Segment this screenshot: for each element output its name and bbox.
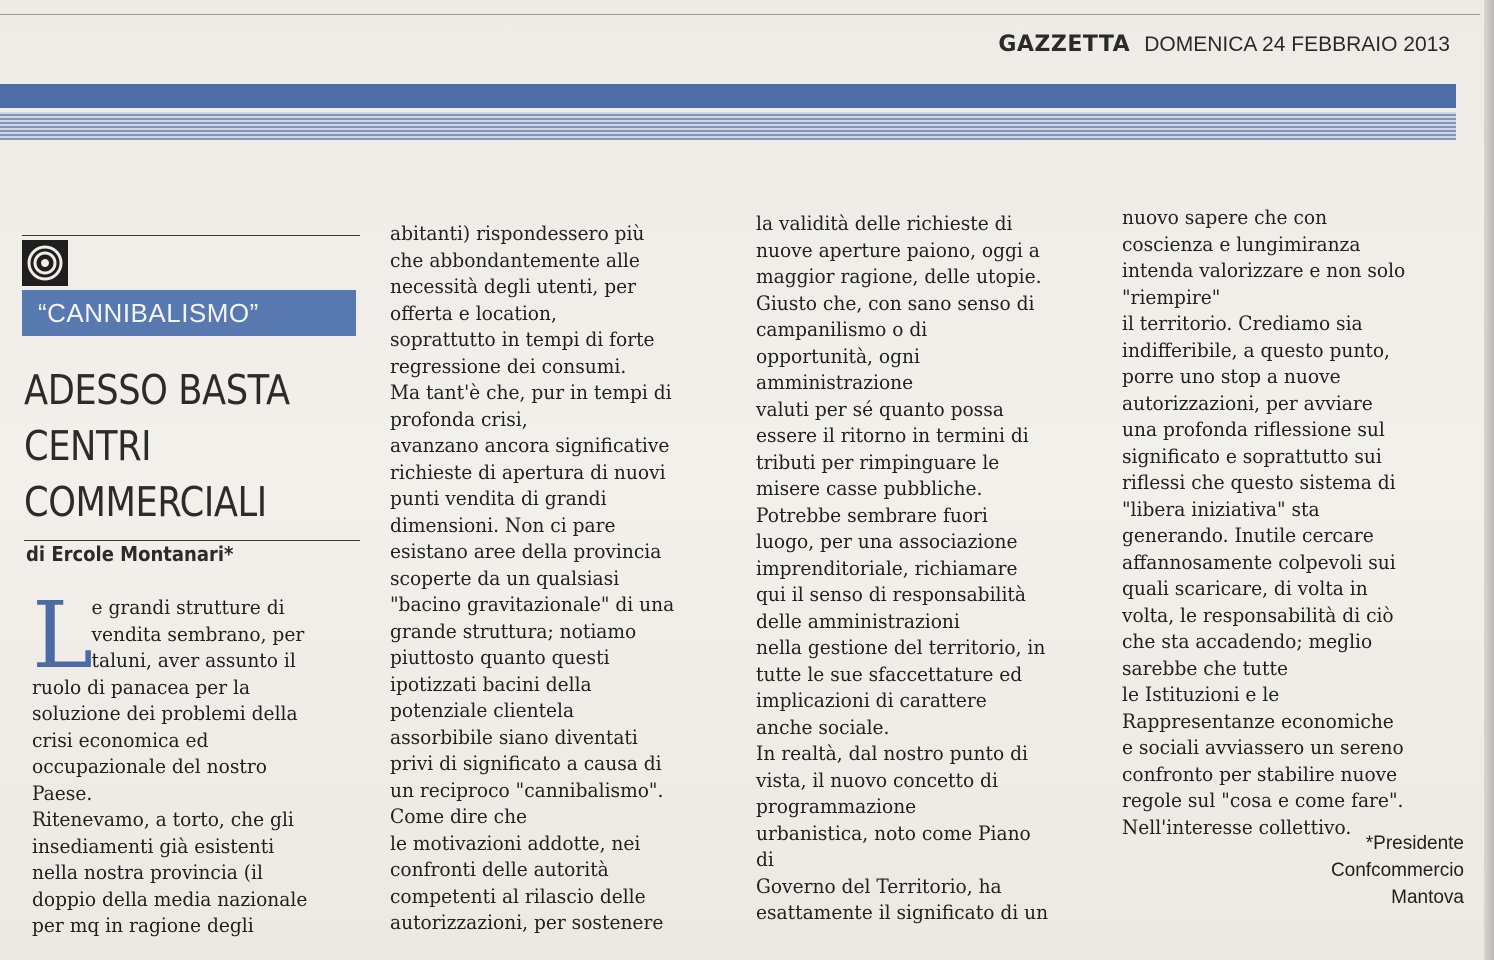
article-line: richieste di apertura di nuovi bbox=[390, 459, 666, 484]
top-rule bbox=[0, 14, 1480, 15]
article-line: Governo del Territorio, ha bbox=[756, 873, 1002, 898]
article-line: che abbondantemente alle bbox=[390, 247, 640, 272]
article-line: anche sociale. bbox=[756, 714, 890, 739]
article-line: vista, il nuovo concetto di bbox=[756, 767, 998, 792]
article-line: vendita sembrano, per bbox=[91, 621, 305, 646]
article-line: nella nostra provincia (il bbox=[32, 860, 263, 884]
article-line: occupazionale del nostro bbox=[32, 754, 267, 778]
article-line: quali scaricare, di volta in bbox=[1122, 576, 1368, 600]
header-band bbox=[0, 84, 1456, 108]
article-line: Giusto che, con sano senso di bbox=[756, 290, 1035, 315]
article-line: per mq in ragione degli bbox=[32, 913, 254, 937]
article-line: programmazione bbox=[756, 794, 917, 818]
article-line: autorizzazioni, per sostenere bbox=[390, 910, 664, 934]
article-line: delle amministrazioni bbox=[756, 608, 960, 633]
article-line: necessità degli utenti, per bbox=[390, 274, 637, 298]
article-line: sarebbe che tutte bbox=[1122, 655, 1289, 680]
article-line: "bacino gravitazionale" di una bbox=[390, 592, 675, 616]
article-line: che sta accadendo; meglio bbox=[1122, 629, 1373, 653]
headline-line: ADESSO BASTA bbox=[24, 366, 290, 414]
newspaper-brand: GAZZETTA bbox=[998, 32, 1131, 57]
article-line: nella gestione del territorio, in bbox=[756, 635, 1046, 659]
article-line: Paese. bbox=[32, 780, 93, 805]
article-line: indifferibile, a questo punto, bbox=[1122, 337, 1390, 362]
article-line: maggior ragione, delle utopie. bbox=[756, 264, 1042, 288]
article-line: dimensioni. Non ci pare bbox=[390, 512, 616, 537]
article-line: la validità delle richieste di bbox=[756, 211, 1013, 235]
article-line: "riempire" bbox=[1122, 284, 1221, 309]
article-line: e sociali avviassero un sereno bbox=[1122, 735, 1404, 759]
page-edge bbox=[1484, 0, 1494, 960]
article-line: opportunità, ogni bbox=[756, 343, 920, 368]
article-line: assorbibile siano diventati bbox=[390, 724, 638, 749]
headline-line: COMMERCIALI bbox=[24, 478, 267, 526]
article-column-1 bbox=[32, 594, 328, 939]
article-line: il territorio. Crediamo sia bbox=[1122, 311, 1363, 335]
article-line: campanilismo o di bbox=[756, 317, 928, 341]
article-line: privi di significato a causa di bbox=[390, 751, 662, 775]
article-line: In realtà, dal nostro punto di bbox=[756, 741, 1028, 765]
byline: di Ercole Montanari* bbox=[26, 542, 234, 566]
article-line: profonda crisi, bbox=[390, 406, 528, 431]
article-line: offerta e location, bbox=[390, 300, 557, 325]
issue-date: DOMENICA 24 FEBBRAIO 2013 bbox=[1144, 33, 1450, 56]
article-line: urbanistica, noto come Piano bbox=[756, 820, 1031, 845]
rubric-label: “CANNIBALISMO” bbox=[38, 297, 259, 328]
section-rubric bbox=[22, 290, 356, 336]
article-line: tributi per rimpinguare le bbox=[756, 449, 1000, 474]
article-line: Potrebbe sembrare fuori bbox=[756, 502, 988, 527]
article-line: taluni, aver assunto il bbox=[91, 648, 296, 672]
article-line: valuti per sé quanto possa bbox=[756, 396, 1004, 421]
article-line: volta, le responsabilità di ciò bbox=[1122, 602, 1394, 627]
article-line: di bbox=[756, 847, 774, 871]
article-column-2 bbox=[390, 220, 696, 936]
article-line: un reciproco "cannibalismo". bbox=[390, 777, 664, 802]
article-line: Nell'interesse collettivo. bbox=[1122, 814, 1352, 839]
article-line: soprattutto in tempi di forte bbox=[390, 327, 655, 351]
article-line: esistano aree della provincia bbox=[390, 539, 662, 563]
article-line: regressione dei consumi. bbox=[390, 353, 627, 378]
article-line: confronti delle autorità bbox=[390, 857, 609, 881]
article-line: nuove aperture paiono, oggi a bbox=[756, 237, 1040, 262]
article-line: potenziale clientela bbox=[390, 698, 575, 722]
article-line: misere casse pubbliche. bbox=[756, 476, 983, 500]
article-line: significato e soprattutto sui bbox=[1122, 443, 1382, 468]
article-line: crisi economica ed bbox=[32, 727, 209, 752]
header-band-stripe bbox=[0, 112, 1456, 140]
article-line: le Istituzioni e le bbox=[1122, 682, 1280, 706]
article-line: luogo, per una associazione bbox=[756, 529, 1018, 553]
byline-rule bbox=[24, 540, 360, 541]
article-line: Ritenevamo, a torto, che gli bbox=[32, 807, 294, 831]
article-line: grande struttura; notiamo bbox=[390, 618, 637, 643]
article-line: scoperte da un qualsiasi bbox=[390, 565, 620, 590]
drop-cap: L bbox=[32, 582, 94, 689]
article-line: una profonda riflessione sul bbox=[1122, 417, 1385, 441]
headline-line: CENTRI bbox=[24, 422, 152, 470]
article-line: riflessi che questo sistema di bbox=[1122, 470, 1396, 494]
article-line: amministrazione bbox=[756, 370, 914, 394]
article-line: soluzione dei problemi della bbox=[32, 701, 298, 725]
article-line: "libera iniziativa" sta bbox=[1122, 496, 1320, 521]
article-line: avanzano ancora significative bbox=[390, 433, 670, 457]
article-line: generando. Inutile cercare bbox=[1122, 523, 1374, 547]
article-line: ruolo di panacea per la bbox=[32, 674, 251, 699]
article-line: affannosamente colpevoli sui bbox=[1122, 549, 1396, 574]
article-line: piuttosto quanto questi bbox=[390, 645, 610, 669]
article-line: porre uno stop a nuove bbox=[1122, 364, 1341, 388]
article-line: essere il ritorno in termini di bbox=[756, 423, 1029, 447]
article-line: e grandi strutture di bbox=[91, 595, 285, 619]
article-line: ipotizzati bacini della bbox=[390, 671, 592, 696]
article-column-4 bbox=[1122, 204, 1427, 840]
article-line: Ma tant'è che, pur in tempi di bbox=[390, 380, 672, 404]
article-line: punti vendita di grandi bbox=[390, 486, 607, 510]
article-line: esattamente il significato di un bbox=[756, 900, 1049, 924]
article-line: nuovo sapere che con bbox=[1122, 205, 1328, 229]
headline bbox=[24, 362, 364, 530]
article-line: regole sul "cosa e come fare". bbox=[1122, 788, 1404, 812]
article-line: tutte le sue sfaccettature ed bbox=[756, 661, 1023, 686]
article-line: intenda valorizzare e non solo bbox=[1122, 258, 1406, 282]
article-line: doppio della media nazionale bbox=[32, 886, 308, 911]
article-line: insediamenti già esistenti bbox=[32, 833, 275, 858]
article-line: implicazioni di carattere bbox=[756, 688, 987, 712]
article-line: le motivazioni addotte, nei bbox=[390, 830, 641, 855]
masthead bbox=[998, 32, 1450, 57]
article-column-3 bbox=[756, 210, 1070, 926]
article-line: competenti al rilascio delle bbox=[390, 883, 646, 908]
signature-line: Mantova bbox=[1391, 887, 1464, 908]
target-icon bbox=[22, 240, 68, 286]
article-line: abitanti) rispondessero più bbox=[390, 221, 645, 245]
author-signature bbox=[1331, 830, 1464, 911]
signature-line: *Presidente bbox=[1365, 833, 1464, 854]
article-line: Come dire che bbox=[390, 804, 528, 828]
article-line: confronto per stabilire nuove bbox=[1122, 761, 1398, 786]
article-line: imprenditoriale, richiamare bbox=[756, 555, 1018, 580]
article-line: coscienza e lungimiranza bbox=[1122, 231, 1361, 256]
signature-line: Confcommercio bbox=[1330, 860, 1464, 881]
article-line: Rappresentanze economiche bbox=[1122, 708, 1394, 733]
article-line: autorizzazioni, per avviare bbox=[1122, 390, 1373, 415]
article-line: qui il senso di responsabilità bbox=[756, 582, 1026, 606]
rubric-rule bbox=[22, 235, 360, 236]
